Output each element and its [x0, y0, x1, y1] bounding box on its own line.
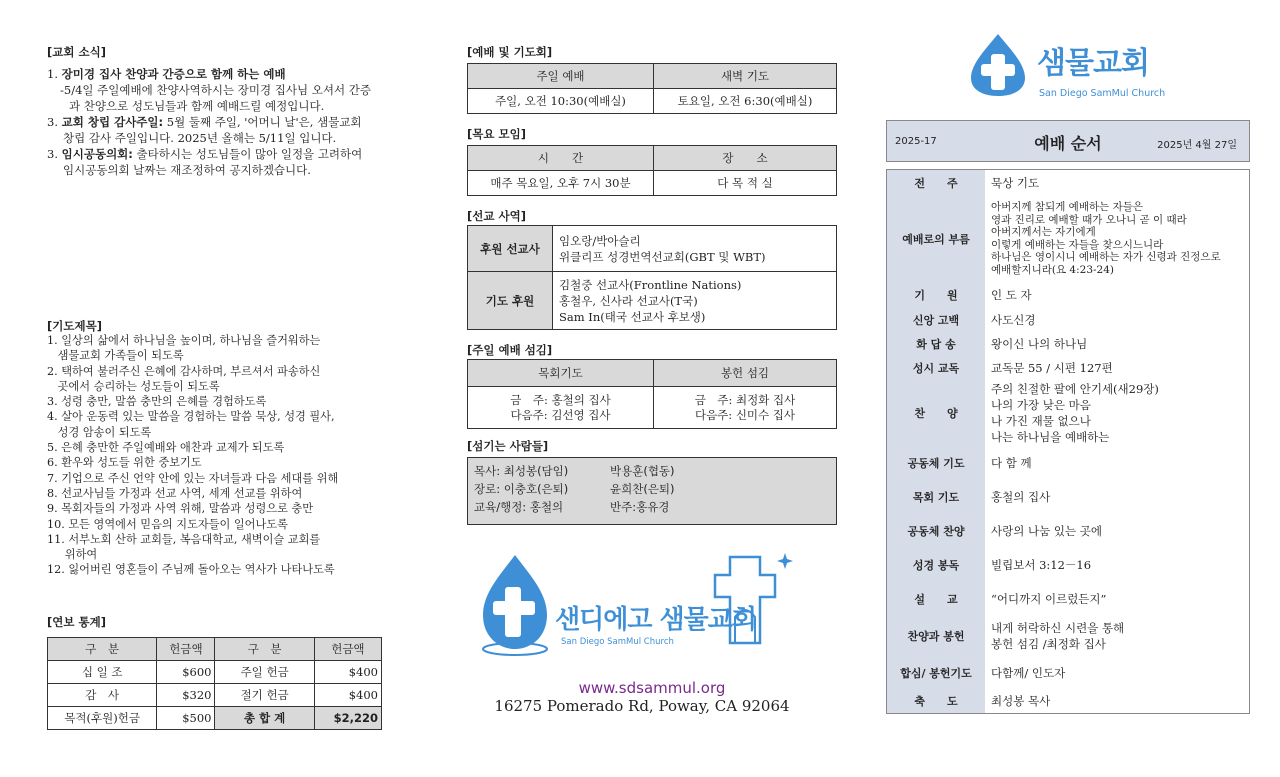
finance-cell: 감 사	[48, 684, 157, 707]
news-num: 3.	[47, 147, 58, 161]
finance-table	[47, 637, 382, 730]
address: 16275 Pomerado Rd, Poway, CA 92064	[494, 697, 790, 715]
worship-time: 주일, 오전 10:30(예배실)	[468, 89, 654, 114]
order-label: 설 교	[887, 582, 986, 616]
order-value-line: 사도신경	[991, 312, 1036, 327]
mission-title: [선교 사역]	[467, 209, 526, 223]
order-value-line: 내게 허락하신 시련을 통해	[991, 620, 1125, 635]
serving-header: 봉헌 섬김	[654, 360, 837, 387]
prayer-item: 5. 은혜 충만한 주일예배와 애찬과 교제가 되도록	[47, 441, 285, 455]
serving-line: 다음주: 김선영 집사	[510, 407, 611, 422]
order-value-line: 나 가진 재물 없으나	[991, 413, 1091, 428]
order-value-line: 나는 하나님을 예배하는	[991, 429, 1110, 444]
order-row	[887, 548, 1250, 582]
thursday-value: 매주 목요일, 오후 7시 30분	[468, 171, 654, 196]
church-logo-header	[965, 32, 1195, 102]
mission-line: 홍철우, 신사라 선교사(T국)	[559, 293, 698, 308]
mission-table	[467, 225, 837, 330]
mission-line: Sam In(태국 선교사 후보생)	[559, 309, 706, 324]
order-value-line: 영과 진리로 예배할 때가 오나니 곧 이 때라	[991, 213, 1187, 226]
order-value	[985, 616, 1250, 656]
prayer-item: 4. 살아 운동력 있는 말씀을 경험하는 말씀 묵상, 성경 필사,	[47, 410, 335, 424]
serving-line: 다음주: 신미수 집사	[694, 407, 796, 422]
prayer-item: 9. 목회자들의 가정과 사역 위해, 말씀과 성령으로 충만	[47, 502, 314, 516]
order-row	[887, 616, 1250, 656]
news-num: 3.	[47, 115, 58, 129]
order-value-line: 봉헌 섬김 /최정화 집사	[991, 636, 1106, 651]
order-label: 성시 교독	[887, 356, 986, 380]
order-value	[985, 548, 1250, 582]
order-value	[985, 446, 1250, 480]
order-label: 축 도	[887, 690, 986, 714]
servant-name: 반주:홍유경	[610, 500, 670, 514]
order-value	[985, 582, 1250, 616]
prayer-title: [기도제목]	[47, 319, 102, 333]
news-line: 과 찬양으로 성도님들과 함께 예배드릴 예정입니다.	[69, 99, 325, 113]
servant-name: 장로: 이충호(은퇴)	[474, 482, 569, 496]
order-row	[887, 170, 1250, 196]
order-value	[985, 356, 1250, 380]
order-row	[887, 446, 1250, 480]
order-value	[985, 690, 1250, 714]
mission-line: 임오랑/박아슬리	[559, 233, 641, 248]
website-link[interactable]: www.sdsammul.org	[578, 679, 726, 697]
order-value	[985, 308, 1250, 332]
prayer-item: 12. 잃어버린 영혼들이 주님께 돌아오는 역사가 나타나도록	[47, 563, 335, 577]
order-label: 합심/ 봉헌기도	[887, 656, 986, 690]
finance-cell: 십 일 조	[48, 661, 157, 684]
order-row	[887, 582, 1250, 616]
order-value-line: 왕이신 나의 하나님	[991, 336, 1088, 351]
order-value-line: 교독문 55 / 시편 127편	[991, 360, 1113, 375]
news-line: -5/4일 주일예배에 찬양사역하시는 장미경 집사님 오셔서 간증	[60, 83, 371, 97]
order-value-line: “어디까지 이르렀든지”	[991, 591, 1107, 606]
finance-total-label: 총 합 계	[215, 707, 314, 730]
finance-header: 헌금액	[314, 638, 381, 661]
order-label: 찬 양	[887, 380, 986, 446]
finance-cell: $320	[157, 684, 215, 707]
order-value	[985, 656, 1250, 690]
mission-line: 위클리프 성경번역선교회(GBT 및 WBT)	[559, 249, 766, 264]
thursday-table	[467, 145, 837, 196]
news-head: 교회 창립 감사주일:	[61, 115, 164, 129]
order-value-line: 하나님은 영이시니 예배하는 자가 신령과 진정으로	[991, 251, 1221, 263]
servant-name: 교육/행정: 홍철의	[474, 500, 564, 514]
prayer-item: 곳에서 승리하는 성도들이 되도록	[47, 379, 220, 393]
serving-line: 금 주: 홍철의 집사	[510, 392, 611, 407]
prayer-item: 10. 모든 영역에서 믿음의 지도자들이 일어나도록	[47, 517, 288, 531]
finance-header: 구 분	[48, 638, 157, 661]
finance-title: [연보 통계]	[47, 615, 106, 629]
order-title: 예배 순서	[1034, 134, 1102, 153]
order-label: 예배로의 부름	[887, 196, 986, 282]
order-value-line: 사랑의 나눔 있는 곳에	[991, 523, 1102, 538]
order-value-line: 아버지께서는 자기에게	[991, 226, 1096, 238]
prayer-item: 3. 성령 충만, 말씀 충만의 은혜를 경험하도록	[47, 395, 267, 409]
order-value-line: 예배할지니라(요 4:23-24)	[991, 263, 1115, 276]
order-value-line: 홍철의 집사	[991, 489, 1051, 504]
servant-name: 박용훈(협동)	[610, 464, 675, 478]
thursday-value: 다 목 적 실	[654, 171, 837, 196]
worship-table	[467, 63, 837, 114]
worship-header: 새벽 기도	[654, 64, 837, 89]
worship-title: [예배 및 기도회]	[467, 45, 553, 59]
news-line: 임시공동의회 날짜는 재조정하여 공지하겠습니다.	[63, 163, 311, 177]
prayer-item: 성경 암송이 되도록	[47, 425, 152, 439]
serving-title: [주일 예배 섬김]	[467, 343, 553, 357]
news-line: 창립 감사 주일입니다. 2025년 올해는 5/11일 입니다.	[63, 131, 337, 145]
order-header	[886, 120, 1250, 162]
issue-number: 2025-17	[895, 136, 937, 147]
order-value-line: 인 도 자	[991, 287, 1032, 302]
order-value	[985, 282, 1250, 308]
finance-cell: $600	[157, 661, 215, 684]
servant-name: 목사: 최성봉(담임)	[474, 464, 569, 478]
news-rest: 출타하시는 성도님들이 많아 일정을 고려하여	[132, 147, 363, 161]
order-value-line: 묵상 기도	[991, 175, 1040, 190]
servants-box	[467, 457, 837, 525]
prayer-item: 7. 기업으로 주신 언약 안에 있는 자녀들과 다음 세대를 위해	[47, 471, 339, 485]
order-row	[887, 514, 1250, 548]
order-row	[887, 480, 1250, 514]
finance-header: 구 분	[215, 638, 314, 661]
order-row	[887, 282, 1250, 308]
serving-line: 금 주: 최정화 집사	[694, 392, 796, 407]
news-list	[47, 66, 407, 178]
order-label: 공동체 찬양	[887, 514, 986, 548]
worship-time: 토요일, 오전 6:30(예배실)	[654, 89, 837, 114]
serving-table	[467, 359, 837, 429]
finance-cell: $400	[314, 661, 381, 684]
order-label: 찬양과 봉헌	[887, 616, 986, 656]
thursday-header: 시 간	[468, 146, 654, 171]
prayer-item: 위하여	[47, 548, 98, 562]
serving-header: 목회기도	[468, 360, 654, 387]
order-row	[887, 690, 1250, 714]
finance-header: 헌금액	[157, 638, 215, 661]
order-date: 2025년 4월 27일	[1157, 140, 1237, 151]
order-value-line: 주의 친절한 팔에 안기세(새29장)	[991, 381, 1159, 396]
news-head: 장미경 집사 찬양과 간증으로 함께 하는 예배	[61, 67, 286, 81]
order-label: 기 원	[887, 282, 986, 308]
prayer-item: 샘물교회 가족들이 되도록	[47, 349, 184, 363]
order-value-line: 이렇게 예배하는 자들을 찾으시느니라	[991, 238, 1164, 251]
prayer-item: 2. 택하여 불러주신 은혜에 감사하며, 부르셔서 파송하신	[47, 364, 321, 378]
mission-label: 후원 선교사	[468, 226, 553, 272]
order-value-line: 아버지께 참되게 예배하는 자들은	[991, 201, 1144, 213]
news-head: 임시공동의회:	[61, 147, 133, 161]
finance-cell: 주일 헌금	[215, 661, 314, 684]
water-drop-cross-icon	[965, 32, 1031, 98]
order-value	[985, 480, 1250, 514]
news-title: [교회 소식]	[47, 45, 106, 59]
church-logo-large	[475, 545, 805, 665]
order-row	[887, 656, 1250, 690]
finance-total-value: $2,220	[314, 707, 381, 730]
servant-name: 윤희찬(은퇴)	[610, 482, 675, 496]
order-table	[886, 169, 1250, 714]
header-logo-en: San Diego SamMul Church	[1039, 88, 1166, 99]
finance-cell: $500	[157, 707, 215, 730]
thursday-header: 장 소	[654, 146, 837, 171]
order-row	[887, 196, 1250, 282]
order-value-line: 나의 가장 낮은 마음	[991, 397, 1091, 412]
order-row	[887, 356, 1250, 380]
logo-name: 샌디에고 샘물교회	[555, 605, 756, 635]
prayer-item: 1. 일상의 삶에서 하나님을 높이며, 하나님을 즐거워하는	[47, 334, 321, 347]
order-row	[887, 308, 1250, 332]
logo-en: San Diego SamMul Church	[561, 637, 674, 647]
order-label: 목회 기도	[887, 480, 986, 514]
prayer-item: 11. 서부노회 산하 교회들, 복음대학교, 새벽이슬 교회를	[47, 532, 321, 546]
order-value	[985, 332, 1250, 356]
order-value	[985, 170, 1250, 196]
order-row	[887, 332, 1250, 356]
order-label: 화 답 송	[887, 332, 986, 356]
order-value	[985, 196, 1250, 282]
prayer-item: 6. 환우와 성도들 위한 중보기도	[47, 456, 202, 470]
order-value	[985, 514, 1250, 548]
order-label: 성경 봉독	[887, 548, 986, 582]
prayer-item: 8. 선교사님들 가정과 선교 사역, 세계 선교를 위하여	[47, 486, 303, 500]
worship-header: 주일 예배	[468, 64, 654, 89]
finance-cell: $400	[314, 684, 381, 707]
prayer-list	[47, 333, 417, 578]
order-label: 전 주	[887, 170, 986, 196]
header-logo-name: 샘물교회	[1037, 46, 1149, 81]
order-value-line: 다함께/ 인도자	[991, 665, 1066, 680]
order-row	[887, 380, 1250, 446]
finance-cell: 목적(후원)헌금	[48, 707, 157, 730]
news-rest: 5월 둘째 주일, '어머니 날'은, 샘물교회	[163, 115, 362, 129]
servants-title: [섬기는 사람들]	[467, 439, 549, 453]
finance-cell: 절기 헌금	[215, 684, 314, 707]
order-label: 신앙 고백	[887, 308, 986, 332]
order-value-line: 빌립보서 3:12－16	[991, 557, 1092, 572]
order-value	[985, 380, 1250, 446]
news-num: 1.	[47, 67, 58, 81]
order-value-line: 다 함 께	[991, 455, 1032, 470]
mission-label: 기도 후원	[468, 272, 553, 330]
order-label: 공동체 기도	[887, 446, 986, 480]
thursday-title: [목요 모임]	[467, 127, 526, 141]
order-value-line: 최성봉 목사	[991, 694, 1051, 709]
mission-line: 김철중 선교사(Frontline Nations)	[559, 277, 742, 292]
